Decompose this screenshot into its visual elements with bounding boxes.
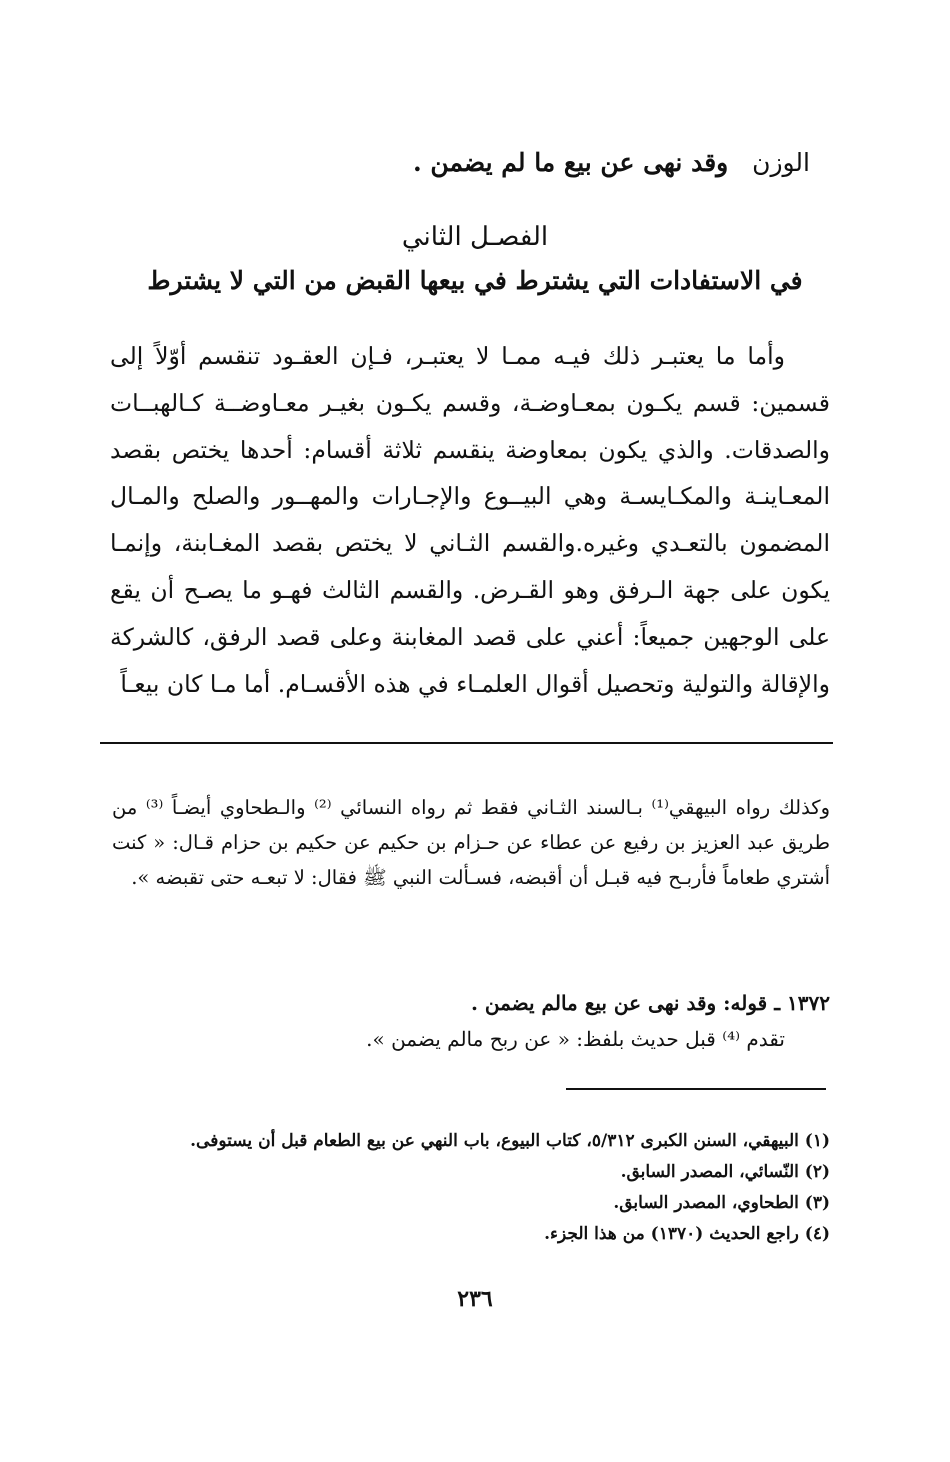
top-line-word: الوزن — [752, 148, 810, 177]
page-number: ٢٣٦ — [457, 1286, 493, 1312]
entry-body: تقدم ⁽⁴⁾ قبل حديث بلفظ: « عن ربح مالم يضمن ». — [366, 1027, 785, 1051]
top-line-text: وقد نهى عن بيع ما لم يضمن . — [413, 148, 729, 177]
entry-block — [112, 985, 830, 1057]
note-item: (٤) راجع الحديث (١٣٧٠) من هذا الجزء. — [544, 1224, 830, 1244]
chapter-title: الفصـل الثاني — [401, 222, 549, 252]
separator-rule — [100, 742, 833, 744]
footnote-block — [112, 790, 830, 895]
chapter-subtitle: في الاستفادات التي يشترط في بيعها القبض من التي لا يشترط — [147, 266, 803, 295]
footnote-text: وكذلك رواه البيهقي⁽¹⁾ بـالسند الثـاني فقط ثم رواه النسائي ⁽²⁾ والـطحاوي أيضـاً ⁽³⁾ من طريق عبد العزيز بن رفيع عن عطاء عن حـزام بن حكيم عن حكيم بن حزام قـال: « كنت أشتري طعاماً فأربـح فيه قبـل أن أقبضه، فسـألت النبي ﷺ فقال: لا تبعـه حتى تقبضه ». — [112, 796, 831, 889]
note-item: (٢) النّسائي، المصدر السابق. — [620, 1162, 830, 1182]
note-item: (٣) الطحاوي، المصدر السابق. — [613, 1193, 830, 1213]
notes-list — [112, 1126, 830, 1250]
notes-separator-rule — [566, 1088, 826, 1090]
body-text — [110, 333, 830, 707]
body-paragraph: وأما ما يعتبـر ذلك فيـه ممـا لا يعتبـر، فـإن العقـود تنقسم أوّلاً إلى قسمين: قسم يكـون بمعـاوضـة، وقسم يكـون بغيـر معـاوضــة كـالهبــات والصدقات. والذي يكون بمعاوضة ينقسم ثلاثة أقسام: أحدها يختص بقصد المعـاينـة والمكـايسـة وهي البيــوع والإجـارات والمهــور والصلح والمـال المضمون بالتعـدي وغيره.والقسم الثـاني لا يختص بقصد المغـابنة، وإنمـا يكون على جهة الـرفق وهو القـرض. والقسم الثالث فهـو ما يصـح أن يقع على الوجهين جميعاً: أعني على قصد المغابنة وعلى قصد الرفق، كالشركة والإقالة والتولية وتحصيل أقوال العلمـاء في هذه الأقسـام. أما مـا كان بيعـاً — [110, 342, 830, 698]
top-line — [413, 148, 810, 177]
note-item: (١) البيهقي، السنن الكبرى ٥/٣١٢، كتاب البيوع، باب النهي عن بيع الطعام قبل أن يستوفى. — [190, 1131, 830, 1151]
entry-title: ١٣٧٢ ـ قوله: وقد نهى عن بيع مالم يضمن . — [470, 991, 830, 1015]
